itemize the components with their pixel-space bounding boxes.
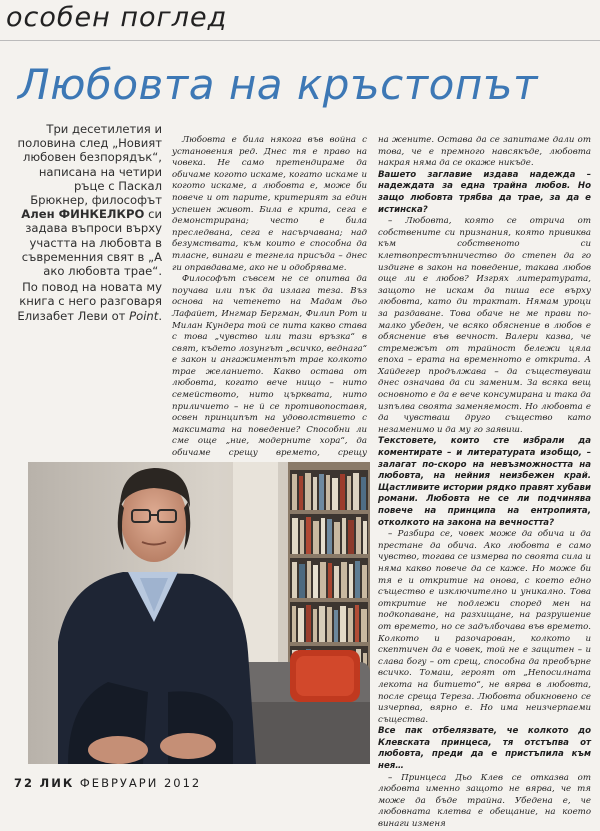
column-a-paragraph: Любовта е била някога във война с установения ред. Днес тя е право на човека. Не само претендираме да обичаме когото искаме, когато искаме и когото искаме, а любовта е, може би повече и от парите, критерият за един успешен живот. Била е крита, сега е демонстрирана; често е била преследвана, сега е насърчавана; над безумствата, към които е способна да тласне, винаги е тегнела присъда – днес ги оправдаваме, ако не и одобряваме. <box>172 135 367 273</box>
column-b-paragraph: на жените. Остава да се запитаме дали от това, че е премного навсякъде, любовта накрая няма да се окаже никъде. <box>378 135 591 169</box>
page-number: 72 <box>14 776 35 790</box>
issue-date: ФЕВРУАРИ 2012 <box>79 776 202 790</box>
lead-text-3-wrap: По повод на новата му книга с него разговаря Елизабет Леви от Point. <box>17 280 162 323</box>
column-a-paragraph: Философът съвсем не се опитва да поучава или пък да излага теза. Въз основа на четенето на Мадам дьо Лафайет, Ингмар Бергман, Филип Рот и Милан Кундера той се пита какво става с това „чувство или тази връзка“ в свят, където лозунгът „всичко, веднага“ е закон и ангажиментът трае колкото трае желанието. Какво остава от любовта, когато вече нищо – нито семейството, нито църквата, нито приличието – не й се противопоставя, освен принципът на удоволствието с максимата на поведение? Способни ли сме още „ние, модерните хора“, да обичаме срещу времето, срещу <box>172 274 367 459</box>
lead-text-3: По повод на новата му книга с него разговаря Елизабет Леви от <box>17 280 162 323</box>
lead-source: Point <box>129 308 159 323</box>
author-name: Ален ФИНКЕЛКРО <box>21 207 145 222</box>
author-photo <box>28 462 370 764</box>
section-label: особен поглед <box>6 2 228 33</box>
column-a <box>172 135 367 460</box>
page-footer <box>14 776 201 790</box>
photo-illustration <box>28 462 370 764</box>
interview-answer: – Любовта, която се отрича от собствените си признания, която привиква към собственото си клетвопрестъпничество до степен да го издигне в закон на поведение, такава любов още ли е любов? Изгрях литературата, защото не искам да пиша есе върху любовта, като ди трактат. Нямам уроци за раздаване. Това обаче не ме прави по-малко убеден, че всяко обяснение в любов е обяснение във вечност. Валери казва, че стремежът от трайност бележи цяла епоха – ерата на временното е открита. А Хайдегер продължава – да съществуваш днес означава да си заменим. За всяка вещ основното е да е вече консумирана и така да изпълва своята заменяемост. Но любовта е да чувстваш друго същество като незаменимо и да му го заявиш. <box>378 216 591 435</box>
section-divider <box>0 40 600 41</box>
magazine-name: ЛИК <box>39 776 75 790</box>
lead-text-1: Три десетилетия и половина след „Новият любовен безпорядък“, написана на четири ръце с Паскал Брюкнер, философът <box>17 122 162 208</box>
article-lead <box>14 122 162 323</box>
interview-question: Вашето заглавие издава надежда – надеждата за една трайна любов. Но защо любовта трябва да трае, за да е истинска? <box>378 169 591 215</box>
column-b <box>378 135 591 830</box>
interview-answer: – Принцеса Дьо Клев се отказва от любовта именно защото не вярва, че тя може да бъде трайна. Убедена е, че любовната клетва е обещание, на което винаги изменя <box>378 772 591 830</box>
lead-text-2: си задава въпроси върху участта на любовта в съвременния свят в „А ако любовта трае“. <box>21 207 162 279</box>
interview-answer: – Разбира се, човек може да обича и да престане да обича. Ако любовта е само чувство, тогава се измерва по своята сила и няма какво повече да се каже. Но може би тя е и откритие на онова, с което едно същество е изключително и уникално. Това откритие не подлежи според мен на подкопаване, на разхищане, на разрушение от времето, но се задълбочава във времето. Колкото и разочарован, колкото и скептичен да е човек, той не е защитен – и слава богу – от срещ, способна да преобърне всичко. Томаш, героят от „Непосилната лекота на битието“, не вярва в любовта, после среща Тереза. Любовта обикновено се изчерпва, вярно е. Но има неизчерпаеми същества. <box>378 529 591 725</box>
interview-question: Все пак отбелязвате, че колкото до Клевската принцеса, тя отстъпва от любовта, преди да е пристъпила към нея… <box>378 726 591 772</box>
article-title: Любовта на кръстопът <box>18 60 538 109</box>
interview-question: Текстовете, които сте избрали да коментирате – и литературата изобщо, – залагат по-скоро на невъзможността на любовта, на нейния неизбежен край. Щастливите истории рядко правят хубави романи. Любовта не се ли подчинява повече на принципа на ентропията, отколкото на закона на вечността? <box>378 436 591 528</box>
